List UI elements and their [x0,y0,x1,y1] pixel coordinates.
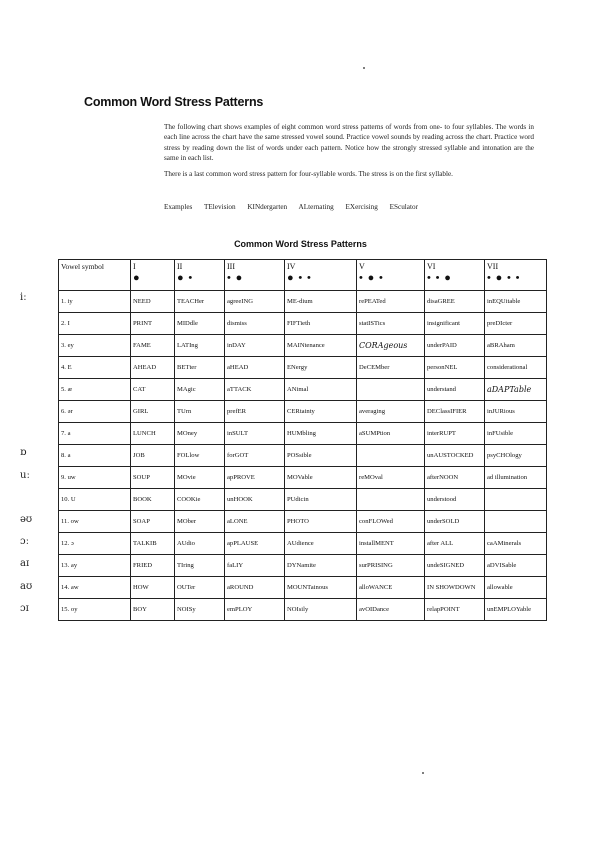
word-cell: TALKIB [131,533,175,555]
table-row [59,489,547,511]
word-cell: ad illumination [485,467,547,489]
word-cell: ANimal [285,379,357,401]
pattern-column-header [357,260,425,291]
example-word: KINdergarten [247,203,288,211]
ipa-symbol: əʊ [20,514,33,525]
word-cell: aDVISable [485,555,547,577]
scan-speck [422,772,424,774]
word-cell: inJURious [485,401,547,423]
table-row [59,401,547,423]
word-cell: personNEL [425,357,485,379]
ipa-symbol: aʊ [20,580,33,592]
word-cell: MAgic [175,379,225,401]
word-cell: TUrn [175,401,225,423]
table-row [59,445,547,467]
word-cell: CERtainty [285,401,357,423]
word-cell: BOOK [131,489,175,511]
column-number: II [177,262,183,271]
vowel-symbol-header: Vowel symbol [59,260,131,291]
word-cell: NOISy [175,599,225,621]
column-number: VII [487,262,499,271]
row-number: 15. oy [59,599,131,621]
stress-pattern-icon: • ● • [359,272,384,284]
table-row [59,423,547,445]
word-cell: reMOval [357,467,425,489]
word-cell: OUTer [175,577,225,599]
intro-paragraph-1: The following chart shows examples of eight common word stress patterns of words from one- to four syllables. The words in each line across the chart have the same stressed vowel sound. Practice vowel sounds by reading across the chart. Practice word stress by reading down the list of words under each pattern. Notice how the strongly stressed syllable and intonation are the same in each list. [164,123,534,162]
table-row [59,379,547,401]
table-row [59,357,547,379]
word-cell: HUMbling [285,423,357,445]
chart-title: Common Word Stress Patterns [234,239,367,249]
table-row [59,467,547,489]
word-cell: insignificant [425,313,485,335]
word-cell: HOW [131,577,175,599]
column-number: VI [427,262,436,271]
word-cell: AUdience [285,533,357,555]
table-row [59,555,547,577]
word-cell: inFUsible [485,423,547,445]
word-cell: MIDdle [175,313,225,335]
row-number: 10. U [59,489,131,511]
table-row [59,577,547,599]
examples-label: Examples [164,203,193,211]
word-cell: aSUMPtion [357,423,425,445]
ipa-symbol: iː [20,292,27,303]
word-cell: BETter [175,357,225,379]
word-cell: preDIcter [485,313,547,335]
stress-pattern-icon: • • ● [427,272,452,284]
word-cell: interRUPT [425,423,485,445]
row-number: 6. ər [59,401,131,423]
table-row [59,511,547,533]
word-cell: SOUP [131,467,175,489]
word-cell: GIRL [131,401,175,423]
word-cell [485,489,547,511]
word-cell [357,379,425,401]
table-row [59,313,547,335]
word-cell: unAUSTOCKED [425,445,485,467]
word-cell: FAME [131,335,175,357]
word-cell: underPAID [425,335,485,357]
page-title: Common Word Stress Patterns [84,95,264,109]
word-cell: relapPOINT [425,599,485,621]
word-cell: FOLlow [175,445,225,467]
word-cell: aTTACK [225,379,285,401]
word-cell: FRIED [131,555,175,577]
table-row [59,291,547,313]
ipa-symbol: uː [20,469,30,481]
example-word: TElevision [204,203,236,211]
column-number: III [227,262,235,271]
pattern-column-header [175,260,225,291]
word-cell: SOAP [131,511,175,533]
word-cell: caAMinerals [485,533,547,555]
word-cell: DYNamite [285,555,357,577]
word-cell: undeSIGNED [425,555,485,577]
word-cell: prefER [225,401,285,423]
word-cell: TEACHer [175,291,225,313]
row-number: 3. ey [59,335,131,357]
column-number: V [359,262,365,271]
word-cell: understand [425,379,485,401]
stress-pattern-table [58,259,547,621]
word-cell: MAINtenance [285,335,357,357]
examples-line [164,203,544,211]
word-cell: statISTics [357,313,425,335]
word-cell: PHOTO [285,511,357,533]
word-cell: MOber [175,511,225,533]
ipa-symbol: ɒ [20,447,27,459]
word-cell: rePEATed [357,291,425,313]
word-cell: alloWANCE [357,577,425,599]
pattern-column-header [425,260,485,291]
word-cell [357,489,425,511]
word-cell: disaGREE [425,291,485,313]
word-cell: avOIDance [357,599,425,621]
row-number: 8. a [59,445,131,467]
row-number: 7. a [59,423,131,445]
word-cell: FIFTieth [285,313,357,335]
word-cell: installMENT [357,533,425,555]
pattern-column-header [225,260,285,291]
row-number: 9. uw [59,467,131,489]
word-cell: LUNCH [131,423,175,445]
word-cell: BOY [131,599,175,621]
word-cell: considerational [485,357,547,379]
ipa-symbol: ɔɪ [20,602,29,614]
word-cell: MOUNTainous [285,577,357,599]
example-word: EXercising [345,203,378,211]
word-cell: LATIng [175,335,225,357]
word-cell: unHOOK [225,489,285,511]
word-cell: PRINT [131,313,175,335]
pattern-column-header [131,260,175,291]
word-cell: inDAY [225,335,285,357]
word-cell: forGOT [225,445,285,467]
word-cell: MOvie [175,467,225,489]
word-cell: faLIY [225,555,285,577]
stress-pattern-icon: ● • • [287,272,312,284]
word-cell: afterNOON [425,467,485,489]
stress-pattern-icon: • ● [227,272,244,284]
word-cell: emPLOY [225,599,285,621]
word-cell: conFLOWed [357,511,425,533]
row-number: 12. ɔ [59,533,131,555]
row-number: 2. I [59,313,131,335]
example-word: ALternating [298,203,334,211]
stress-pattern-icon: ● • [177,272,194,284]
scan-speck [363,67,365,69]
word-cell: POSsible [285,445,357,467]
word-cell: CORAgeous [357,335,425,357]
row-number: 11. ow [59,511,131,533]
word-cell [485,511,547,533]
word-cell: agreeING [225,291,285,313]
row-number: 5. æ [59,379,131,401]
word-cell: aROUND [225,577,285,599]
word-cell: apPLAUSE [225,533,285,555]
word-cell: psyCHOlogy [485,445,547,467]
word-cell: MOney [175,423,225,445]
ipa-symbol: aɪ [20,558,30,570]
word-cell: TIring [175,555,225,577]
word-cell: CAT [131,379,175,401]
word-cell: underSOLD [425,511,485,533]
intro-text [164,122,534,185]
word-cell: IN SHOWDOWN [425,577,485,599]
word-cell: inEQUitable [485,291,547,313]
row-number: 4. E [59,357,131,379]
example-word: ESculator [389,203,418,211]
word-cell: AHEAD [131,357,175,379]
word-cell: AUdio [175,533,225,555]
column-number: I [133,262,136,271]
word-cell: JOB [131,445,175,467]
intro-paragraph-2: There is a last common word stress pattern for four-syllable words. The stress is on the first syllable. [164,170,453,179]
word-cell: unEMPLOYable [485,599,547,621]
word-cell: ENergy [285,357,357,379]
word-cell: averaging [357,401,425,423]
word-cell: ME-dium [285,291,357,313]
word-cell [357,445,425,467]
table-row [59,599,547,621]
word-cell: surPRISING [357,555,425,577]
word-cell: allowable [485,577,547,599]
word-cell: aDAPTable [485,379,547,401]
word-cell: DeCEMber [357,357,425,379]
row-number: 14. aw [59,577,131,599]
stress-pattern-icon: ● [133,272,141,284]
word-cell: inSULT [225,423,285,445]
word-cell: NEED [131,291,175,313]
column-number: IV [287,262,296,271]
table-header-row [59,260,547,291]
table-row [59,533,547,555]
word-cell: dismiss [225,313,285,335]
word-cell: understood [425,489,485,511]
word-cell: NOIsily [285,599,357,621]
ipa-symbol: ɔː [20,536,29,548]
word-cell: PUdicin [285,489,357,511]
row-number: 1. iy [59,291,131,313]
word-cell: after ALL [425,533,485,555]
word-cell: COOKie [175,489,225,511]
word-cell: aBRAham [485,335,547,357]
word-cell: aHEAD [225,357,285,379]
stress-pattern-icon: • ● • • [487,272,521,284]
table-row [59,335,547,357]
row-number: 13. ay [59,555,131,577]
pattern-column-header [485,260,547,291]
word-cell: MOVable [285,467,357,489]
word-cell: aLONE [225,511,285,533]
word-cell: DEClassIFIER [425,401,485,423]
pattern-column-header [285,260,357,291]
word-cell: apPROVE [225,467,285,489]
